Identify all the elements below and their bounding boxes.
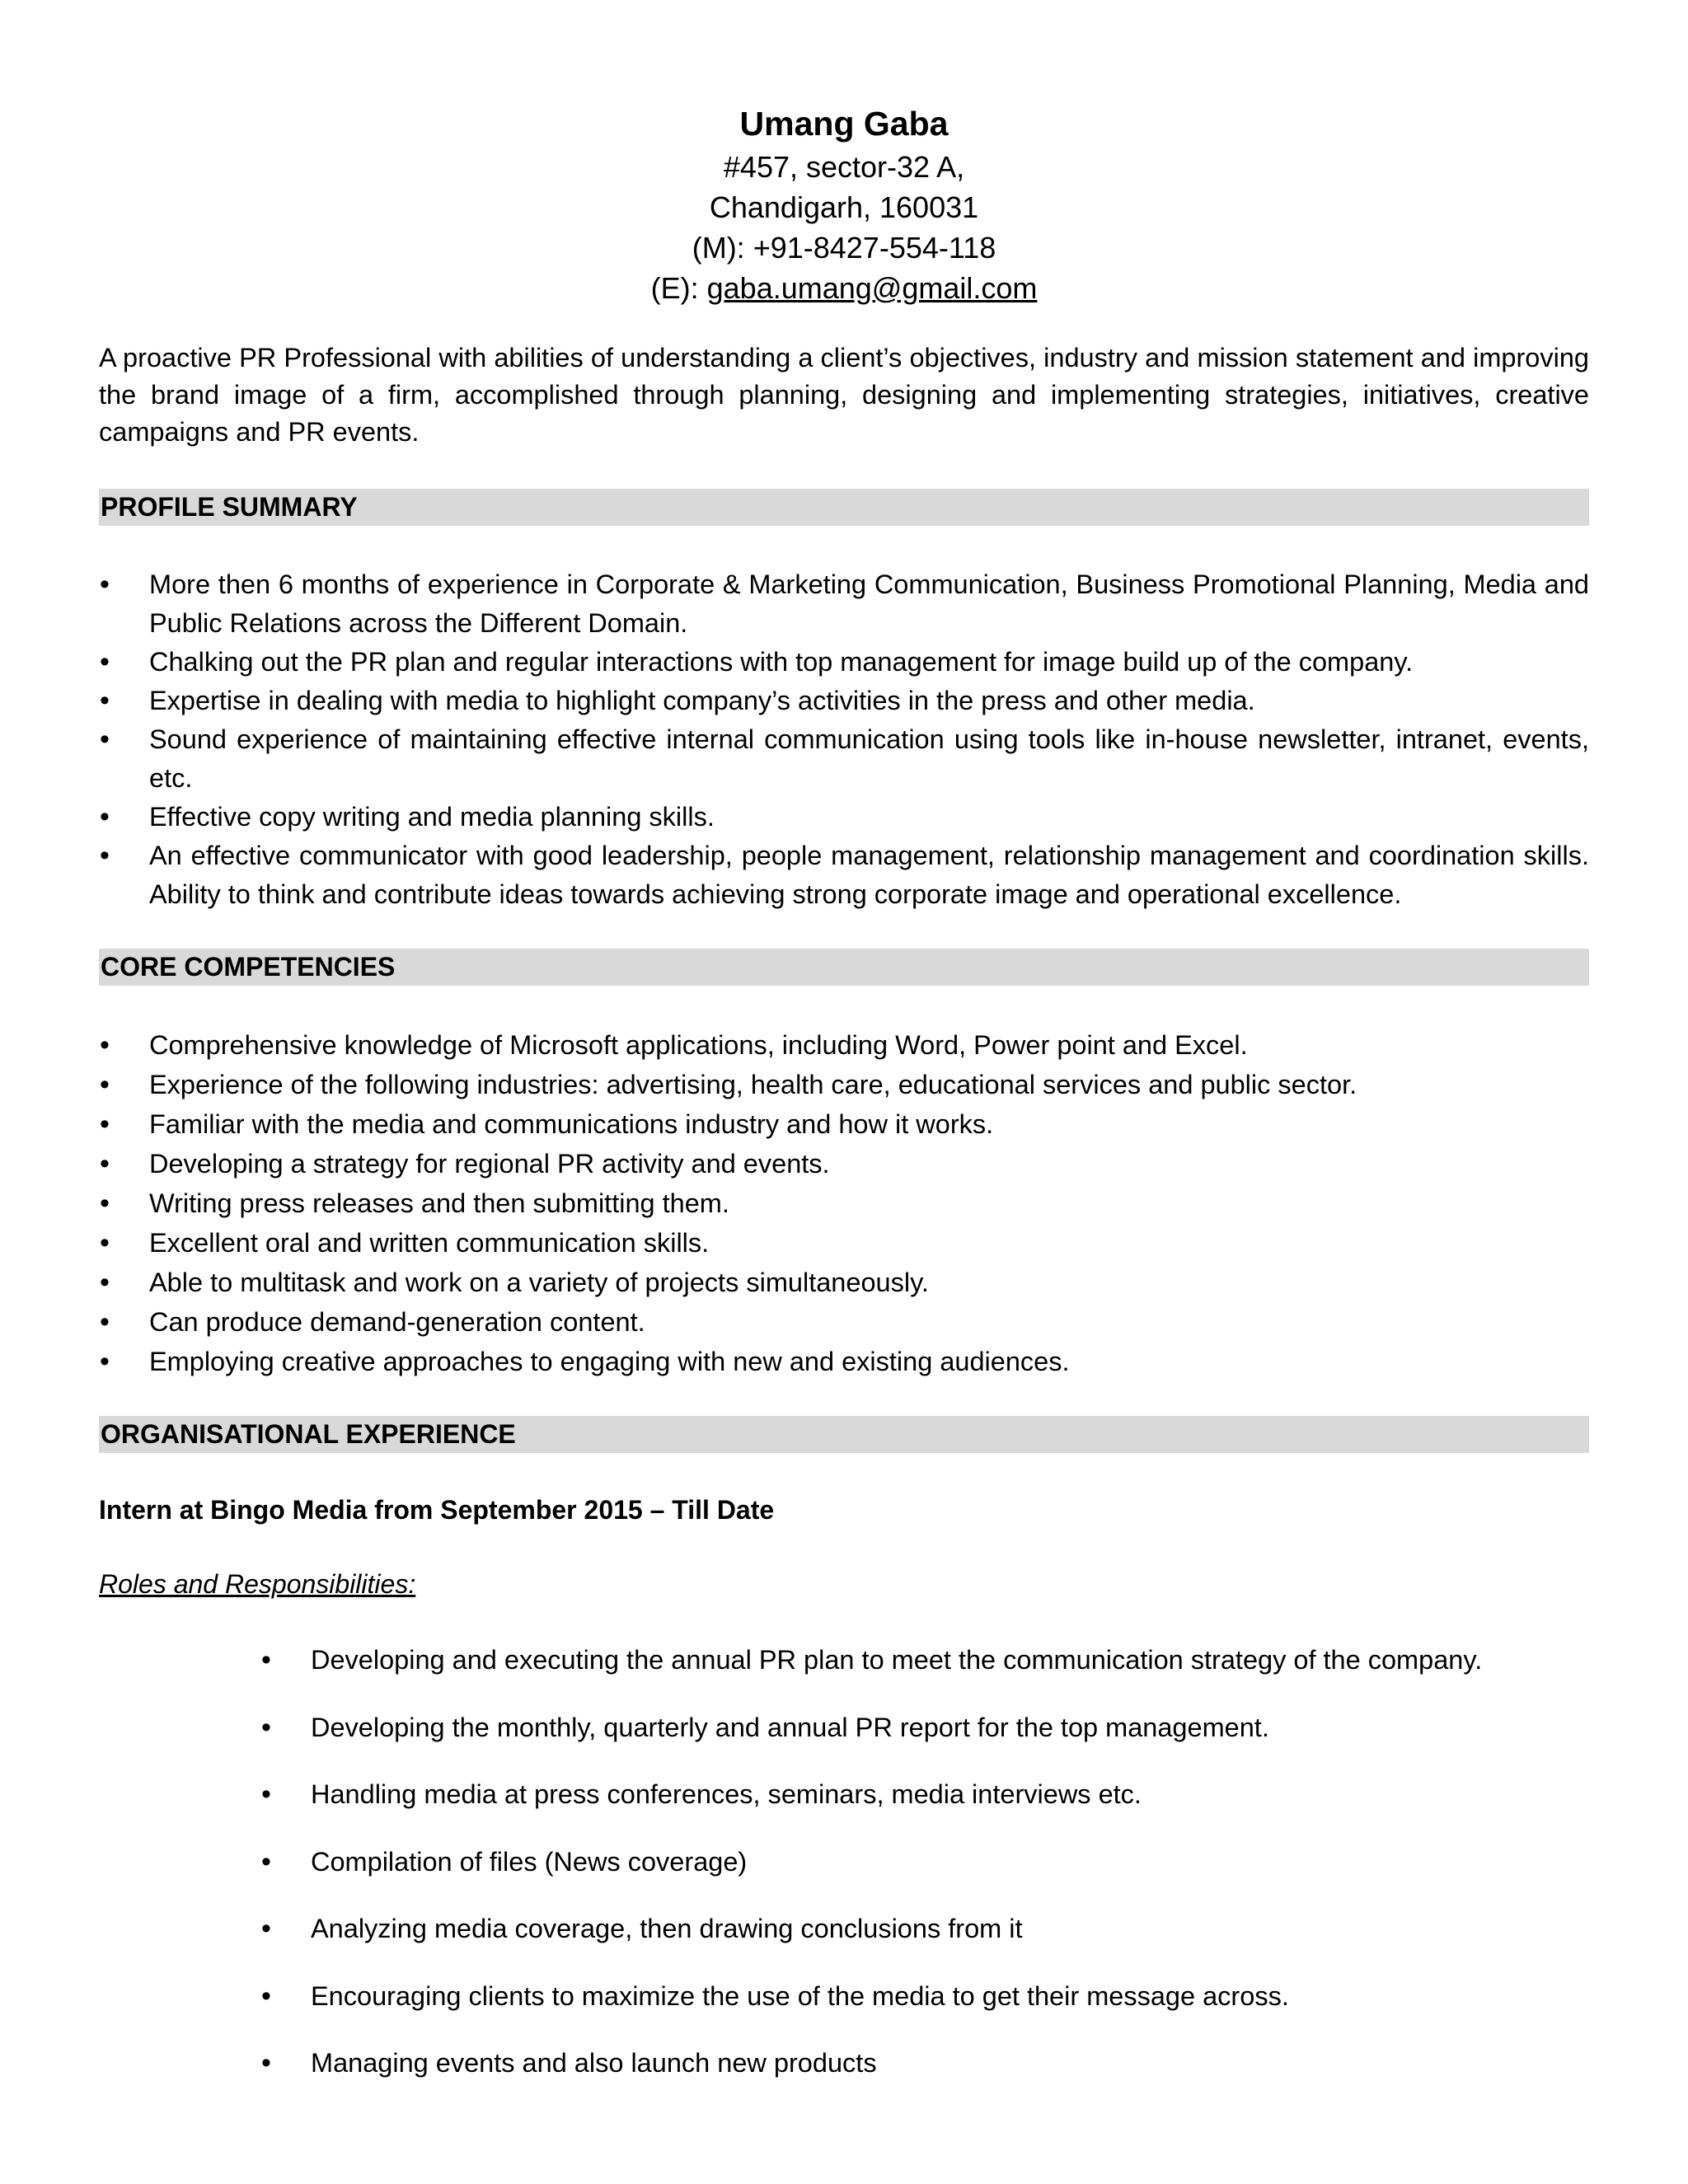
list-item (261, 1843, 1589, 1882)
list-item (100, 837, 1589, 914)
list-item-text: Comprehensive knowledge of Microsoft applications, including Word, Power point and Excel. (149, 1030, 1248, 1060)
list-item-text: Compilation of files (News coverage) (311, 1846, 748, 1877)
list-item-text: More then 6 months of experience in Corporate & Marketing Communication, Business Promotional Planning, Media and Public Relations across the Different Domain. (149, 569, 1589, 638)
bullet-icon: • (100, 1069, 110, 1100)
list-item (261, 2044, 1589, 2083)
list-item-text: Able to multitask and work on a variety of projects simultaneously. (149, 1268, 929, 1297)
list-item-text: An effective communicator with good leadership, people management, relationship management and coordination skills. Ability to think and contribute ideas towards achieving strong corporate image and operational excellence. (149, 841, 1589, 909)
bullet-icon: • (100, 1267, 110, 1298)
roles-list (261, 1641, 1589, 2111)
list-item-text: Managing events and also launch new products (311, 2048, 877, 2078)
list-item (100, 682, 1589, 720)
list-item-text: Handling media at press conferences, seminars, media interviews etc. (311, 1779, 1142, 1809)
core-competencies-list (100, 1025, 1589, 1381)
list-item-text: Developing and executing the annual PR plan to meet the communication strategy of the company. (311, 1645, 1483, 1675)
organisational-experience-heading: ORGANISATIONAL EXPERIENCE (99, 1416, 1589, 1453)
list-item (100, 1183, 1589, 1223)
bullet-icon: • (100, 1148, 110, 1179)
list-item (261, 1977, 1589, 2016)
list-item (100, 1065, 1589, 1104)
candidate-name: Umang Gaba (739, 105, 949, 143)
list-item-text: Effective copy writing and media planning skills. (149, 802, 715, 832)
list-item-text: Encouraging clients to maximize the use of the media to get their message across. (311, 1980, 1289, 2011)
bullet-icon: • (100, 1188, 110, 1219)
bullet-icon: • (261, 2047, 271, 2079)
list-item (100, 1144, 1589, 1183)
bullet-icon: • (100, 569, 110, 600)
bullet-icon: • (100, 840, 110, 871)
roles-heading: Roles and Responsibilities: (99, 1569, 416, 1599)
list-item-text: Experience of the following industries: advertising, health care, educational services and public sector. (149, 1070, 1357, 1099)
list-item (100, 798, 1589, 837)
list-item-text: Developing a strategy for regional PR activity and events. (149, 1149, 830, 1179)
list-item (100, 1263, 1589, 1302)
bullet-icon: • (261, 1913, 271, 1944)
list-item-text: Employing creative approaches to engaging with new and existing audiences. (149, 1347, 1070, 1376)
bullet-icon: • (261, 1711, 271, 1743)
bullet-icon: • (100, 1029, 110, 1061)
intro-paragraph: A proactive PR Professional with abilities of understanding a client’s objectives, industry and mission statement and improving the brand image of a firm, accomplished through planning, designing and implementing strategies, initiatives, creative campaigns and PR events. (99, 343, 1589, 447)
list-item (100, 1302, 1589, 1342)
address-line-1: #457, sector-32 A, (723, 150, 965, 184)
list-item (100, 720, 1589, 798)
list-item (261, 1708, 1589, 1747)
list-item (100, 1342, 1589, 1381)
bullet-icon: • (100, 1227, 110, 1258)
profile-summary-list (100, 565, 1589, 914)
bullet-icon: • (100, 801, 110, 832)
profile-summary-heading: PROFILE SUMMARY (99, 489, 1589, 526)
bullet-icon: • (100, 646, 110, 677)
list-item (100, 1223, 1589, 1263)
core-competencies-heading: CORE COMPETENCIES (99, 949, 1589, 986)
mobile-number: (M): +91-8427-554-118 (692, 231, 996, 265)
list-item (100, 1104, 1589, 1144)
list-item-text: Can produce demand-generation content. (149, 1307, 645, 1337)
bullet-icon: • (261, 1845, 271, 1877)
bullet-icon: • (100, 1346, 110, 1377)
email-prefix: (E): (650, 271, 707, 305)
bullet-icon: • (261, 1779, 271, 1810)
job-title: Intern at Bingo Media from September 2015 – Till Date (99, 1495, 775, 1525)
address-line-2: Chandigarh, 160031 (709, 190, 979, 224)
list-item-text: Chalking out the PR plan and regular interactions with top management for image build up of the company. (149, 647, 1414, 677)
list-item (261, 1910, 1589, 1948)
list-item-text: Familiar with the media and communications industry and how it works. (149, 1109, 994, 1139)
list-item (261, 1775, 1589, 1814)
list-item-text: Expertise in dealing with media to highlight company’s activities in the press and other media. (149, 686, 1255, 715)
list-item-text: Writing press releases and then submitting them. (149, 1188, 729, 1218)
bullet-icon: • (261, 1980, 271, 2012)
list-item-text: Developing the monthly, quarterly and annual PR report for the top management. (311, 1712, 1269, 1742)
list-item (261, 1641, 1589, 1680)
list-item-text: Excellent oral and written communication skills. (149, 1228, 710, 1258)
bullet-icon: • (100, 724, 110, 755)
list-item (100, 1025, 1589, 1065)
bullet-icon: • (100, 1108, 110, 1140)
list-item (100, 565, 1589, 643)
bullet-icon: • (100, 685, 110, 716)
list-item-text: Sound experience of maintaining effective internal communication using tools like in-house newsletter, intranet, events, etc. (149, 724, 1589, 793)
list-item-text: Analyzing media coverage, then drawing conclusions from it (311, 1914, 1023, 1943)
list-item (100, 643, 1589, 682)
email-line (0, 268, 1688, 308)
bullet-icon: • (100, 1306, 110, 1338)
email-link[interactable]: gaba.umang@gmail.com (706, 271, 1038, 305)
bullet-icon: • (261, 1644, 271, 1675)
